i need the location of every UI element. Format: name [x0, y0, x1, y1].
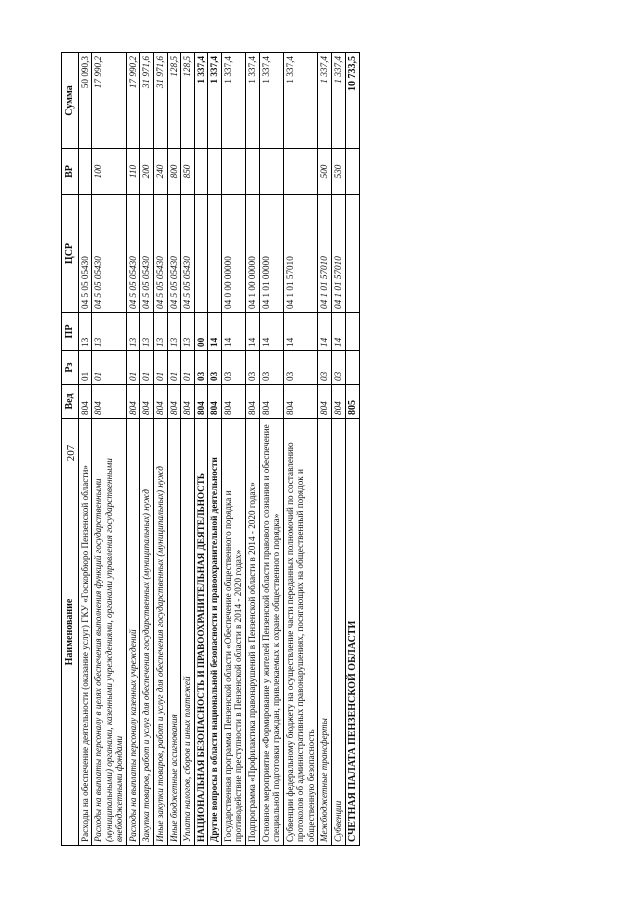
cell-vedomstvo: 804: [181, 385, 195, 419]
cell-podrazdel: 14: [208, 313, 222, 351]
cell-razdel: 01: [167, 351, 181, 385]
cell-name: Иные бюджетные ассигнования: [167, 419, 181, 846]
cell-summa: 1 337,4: [259, 53, 283, 149]
cell-vr: 500: [318, 149, 332, 195]
table-row: [332, 53, 346, 846]
cell-razdel: 01: [181, 351, 195, 385]
cell-podrazdel: 14: [246, 313, 260, 351]
cell-vedomstvo: 804: [332, 385, 346, 419]
cell-podrazdel: 14: [221, 313, 245, 351]
header-podrazdel: ПР: [62, 313, 79, 351]
cell-vedomstvo: 804: [140, 385, 154, 419]
cell-podrazdel: 14: [283, 313, 318, 351]
cell-podrazdel: 14: [318, 313, 332, 351]
cell-vedomstvo: 804: [153, 385, 167, 419]
cell-vr: 240: [153, 149, 167, 195]
cell-vedomstvo: 804: [194, 385, 208, 419]
cell-vr: 100: [92, 149, 127, 195]
cell-podrazdel: 13: [92, 313, 127, 351]
cell-vr: [345, 149, 360, 195]
cell-csr: 04 5 05 05430: [153, 195, 167, 313]
table-row: [92, 53, 127, 846]
budget-table-container: [61, 53, 564, 846]
cell-csr: 04 1 01 57010: [332, 195, 346, 313]
header-summa: Сумма: [62, 53, 79, 149]
cell-name: Основное мероприятие «Формирование у жителей Пензенской области правового сознания и обеспечение специальной подготовки граждан, привлекаемых к охране общественного порядка»: [259, 419, 283, 846]
cell-razdel: 03: [194, 351, 208, 385]
cell-razdel: 03: [221, 351, 245, 385]
cell-name: Расходы на выплаты персоналу казенных учреждений: [126, 419, 140, 846]
cell-name: Другие вопросы в области национальной безопасности и правоохранительной деятельности: [208, 419, 222, 846]
cell-summa: 1 337,4: [246, 53, 260, 149]
cell-vedomstvo: 804: [126, 385, 140, 419]
cell-name: Субвенции федеральному бюджету на осуществление части переданных полномочий по составлению протоколов об административных правонарушениях, посягающих на общественный порядок и общественную безопасность: [283, 419, 318, 846]
cell-summa: 128,5: [181, 53, 195, 149]
cell-vedomstvo: 804: [78, 385, 92, 419]
table-row: [221, 53, 245, 846]
cell-summa: 1 337,4: [194, 53, 208, 149]
table-row: [126, 53, 140, 846]
table-row: [246, 53, 260, 846]
header-vr: ВР: [62, 149, 79, 195]
cell-csr: 04 5 05 05430: [92, 195, 127, 313]
cell-razdel: [345, 351, 360, 385]
cell-razdel: 01: [126, 351, 140, 385]
cell-podrazdel: 13: [153, 313, 167, 351]
cell-podrazdel: 13: [126, 313, 140, 351]
cell-vedomstvo: 804: [221, 385, 245, 419]
cell-vr: 110: [126, 149, 140, 195]
table-row: [181, 53, 195, 846]
cell-vr: 850: [181, 149, 195, 195]
table-row: [153, 53, 167, 846]
cell-summa: 17 990,2: [92, 53, 127, 149]
cell-csr: 04 1 01 00000: [259, 195, 283, 313]
table-row: [194, 53, 208, 846]
cell-vedomstvo: 804: [259, 385, 283, 419]
cell-vr: [194, 149, 208, 195]
cell-csr: 04 5 05 05430: [78, 195, 92, 313]
cell-summa: 1 337,4: [208, 53, 222, 149]
cell-summa: 1 337,4: [283, 53, 318, 149]
cell-csr: 04 5 05 05430: [181, 195, 195, 313]
cell-razdel: 03: [332, 351, 346, 385]
cell-razdel: 03: [283, 351, 318, 385]
page-number: 207: [65, 444, 77, 462]
cell-csr: 04 5 05 05430: [140, 195, 154, 313]
cell-vr: [208, 149, 222, 195]
cell-csr: [208, 195, 222, 313]
cell-razdel: 03: [246, 351, 260, 385]
cell-summa: 10 733,5: [345, 53, 360, 149]
cell-csr: 04 0 00 00000: [221, 195, 245, 313]
cell-vr: [78, 149, 92, 195]
cell-vedomstvo: 804: [208, 385, 222, 419]
header-csr: ЦСР: [62, 195, 79, 313]
cell-csr: [194, 195, 208, 313]
cell-csr: 04 1 01 57010: [283, 195, 318, 313]
cell-vr: [283, 149, 318, 195]
cell-podrazdel: 13: [140, 313, 154, 351]
cell-summa: 128,5: [167, 53, 181, 149]
table-body: [78, 53, 360, 846]
cell-vedomstvo: 804: [283, 385, 318, 419]
cell-summa: 31 971,6: [140, 53, 154, 149]
cell-razdel: 01: [153, 351, 167, 385]
cell-name: Уплата налогов, сборов и иных платежей: [181, 419, 195, 846]
table-row: [208, 53, 222, 846]
cell-podrazdel: 13: [181, 313, 195, 351]
cell-vr: [246, 149, 260, 195]
cell-razdel: 01: [78, 351, 92, 385]
header-razdel: Рз: [62, 351, 79, 385]
cell-razdel: 03: [259, 351, 283, 385]
cell-vr: [221, 149, 245, 195]
header-name: Наименование: [62, 419, 79, 846]
cell-name: Государственная программа Пензенской области «Обеспечение общественного порядка и противодействие преступности в Пензенской области в 2014 - 2020 годах»: [221, 419, 245, 846]
cell-name: Субвенции: [332, 419, 346, 846]
cell-vedomstvo: 804: [92, 385, 127, 419]
cell-podrazdel: 14: [259, 313, 283, 351]
table-row: [167, 53, 181, 846]
cell-name: Иные закупки товаров, работ и услуг для обеспечения государственных (муниципальных) нужд: [153, 419, 167, 846]
cell-vr: 530: [332, 149, 346, 195]
cell-summa: 17 990,2: [126, 53, 140, 149]
table-row: [140, 53, 154, 846]
cell-csr: 04 1 00 00000: [246, 195, 260, 313]
cell-razdel: 01: [92, 351, 127, 385]
cell-csr: 04 5 05 05430: [126, 195, 140, 313]
cell-name: Расходы на выплаты персоналу в целях обеспечения выполнения функций государственными (муниципальными) органами, казенными учреждениями, органами управления государственными внебюджетными фондами: [92, 419, 127, 846]
cell-razdel: 03: [208, 351, 222, 385]
cell-vr: 200: [140, 149, 154, 195]
cell-podrazdel: 13: [167, 313, 181, 351]
cell-summa: 50 090,3: [78, 53, 92, 149]
cell-vr: [259, 149, 283, 195]
cell-summa: 1 337,4: [332, 53, 346, 149]
table-row: [283, 53, 318, 846]
table-row: [345, 53, 360, 846]
cell-razdel: 01: [140, 351, 154, 385]
cell-summa: 31 971,6: [153, 53, 167, 149]
cell-name: СЧЕТНАЯ ПАЛАТА ПЕНЗЕНСКОЙ ОБЛАСТИ: [345, 419, 360, 846]
cell-vedomstvo: 804: [246, 385, 260, 419]
cell-summa: 1 337,4: [221, 53, 245, 149]
cell-csr: 04 5 05 05430: [167, 195, 181, 313]
cell-vedomstvo: 804: [167, 385, 181, 419]
table-header-row: [62, 53, 79, 846]
cell-podrazdel: 14: [332, 313, 346, 351]
cell-csr: [345, 195, 360, 313]
cell-podrazdel: 13: [78, 313, 92, 351]
cell-name: Расходы на обеспечение деятельности (оказание услуг) ГКУ «Госкорбюро Пензенской области»: [78, 419, 92, 846]
cell-vedomstvo: 805: [345, 385, 360, 419]
cell-name: Подпрограмма «Профилактика правонарушений в Пензенской области в 2014 - 2020 годах»: [246, 419, 260, 846]
cell-name: Межбюджетные трансферты: [318, 419, 332, 846]
table-row: [318, 53, 332, 846]
budget-table: [61, 52, 360, 846]
cell-name: Закупка товаров, работ и услуг для обеспечения государственных (муниципальных) нужд: [140, 419, 154, 846]
cell-csr: 04 1 01 57010: [318, 195, 332, 313]
cell-name: НАЦИОНАЛЬНАЯ БЕЗОПАСНОСТЬ И ПРАВООХРАНИТЕЛЬНАЯ ДЕЯТЕЛЬНОСТЬ: [194, 419, 208, 846]
table-row: [259, 53, 283, 846]
table-row: [78, 53, 92, 846]
cell-vr: 800: [167, 149, 181, 195]
header-vedomstvo: Вед: [62, 385, 79, 419]
cell-razdel: 03: [318, 351, 332, 385]
cell-summa: 1 337,4: [318, 53, 332, 149]
cell-podrazdel: [345, 313, 360, 351]
cell-podrazdel: 00: [194, 313, 208, 351]
cell-vedomstvo: 804: [318, 385, 332, 419]
